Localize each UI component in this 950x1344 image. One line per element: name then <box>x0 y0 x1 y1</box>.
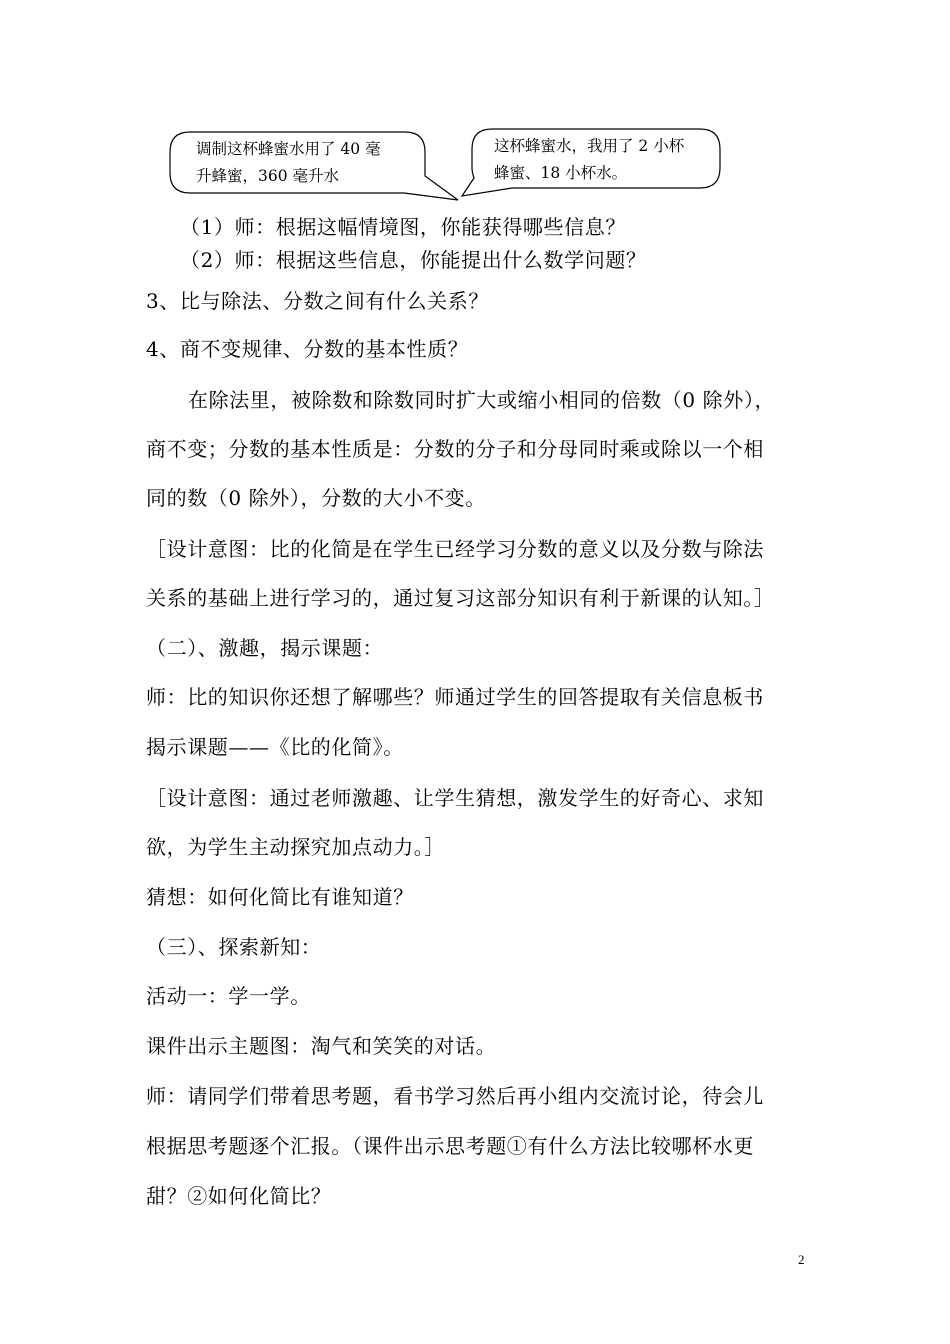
teacher-line-1: 师：比的知识你还想了解哪些？师通过学生的回答提取有关信息板书 <box>146 685 764 709</box>
teacher-line-2: 揭示课题——《比的化简》。 <box>146 735 404 759</box>
section-3-heading: （三）、探索新知： <box>146 935 322 959</box>
paragraph-line-2: 商不变；分数的基本性质是：分数的分子和分母同时乘或除以一个相 <box>146 437 764 461</box>
design-intent-1-line-1: ［设计意图：比的化简是在学生已经学习分数的意义以及分数与除法 <box>146 537 764 561</box>
left-callout-text <box>196 136 381 190</box>
item-4: 4、商不变规律、分数的基本性质？ <box>146 337 469 361</box>
teacher-instruction-line-3: 甜？②如何化简比？ <box>146 1184 332 1208</box>
left-callout-line-2: 升蜂蜜，360 毫升水 <box>196 167 340 185</box>
right-callout-line-2: 蜂蜜、18 小杯水。 <box>494 164 628 182</box>
teacher-instruction-line-1: 师：请同学们带着思考题，看书学习然后再小组内交流讨论，待会儿 <box>146 1084 764 1108</box>
design-intent-2-line-1: ［设计意图：通过老师激趣、让学生猜想，激发学生的好奇心、求知 <box>146 786 764 810</box>
question-1: （1）师：根据这幅情境图，你能获得哪些信息？ <box>180 215 626 239</box>
teacher-instruction-line-2: 根据思考题逐个汇报。（课件出示思考题①有什么方法比较哪杯水更 <box>146 1134 754 1158</box>
item-3: 3、比与除法、分数之间有什么关系？ <box>146 289 489 313</box>
left-callout-line-1: 调制这杯蜂蜜水用了 40 毫 <box>196 140 381 158</box>
paragraph-line-1: 在除法里，被除数和除数同时扩大或缩小相同的倍数（0 除外）， <box>188 388 776 412</box>
design-intent-2-line-2: 欲，为学生主动探究加点动力。］ <box>146 835 445 859</box>
courseware-line: 课件出示主题图：淘气和笑笑的对话。 <box>146 1034 497 1058</box>
section-2-heading: （二）、激趣，揭示课题： <box>146 636 384 660</box>
page-number: 2 <box>798 1252 805 1267</box>
right-callout-line-1: 这杯蜂蜜水，我用了 2 小杯 <box>494 137 685 155</box>
paragraph-line-3: 同的数（0 除外），分数的大小不变。 <box>146 486 486 510</box>
design-intent-1-line-2: 关系的基础上进行学习的，通过复习这部分知识有利于新课的认知。］ <box>146 586 775 610</box>
activity-1-line: 活动一：学一学。 <box>146 984 311 1008</box>
guess-line: 猜想：如何化简比有谁知道？ <box>146 885 414 909</box>
question-2: （2）师：根据这些信息，你能提出什么数学问题？ <box>180 248 647 272</box>
right-callout-text <box>494 133 684 187</box>
